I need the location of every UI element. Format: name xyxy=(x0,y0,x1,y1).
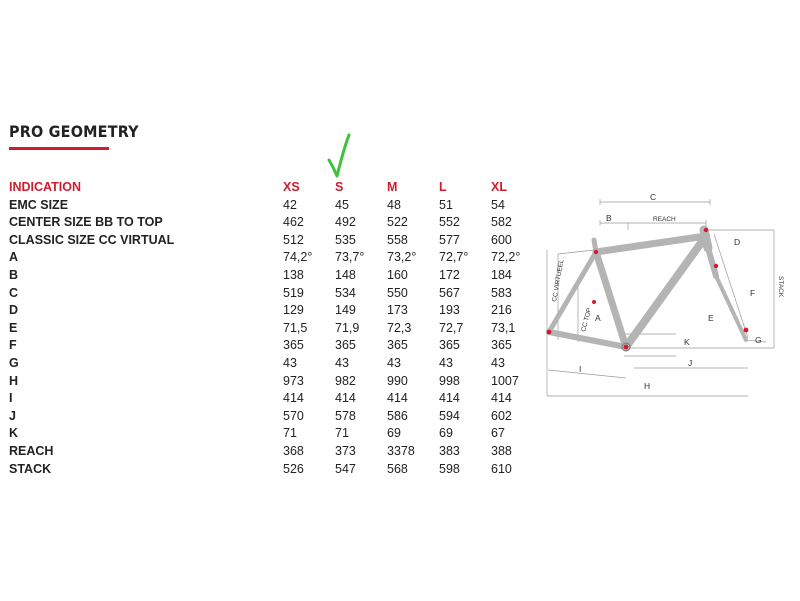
table-row xyxy=(9,285,543,303)
row-value: 583 xyxy=(491,285,512,300)
row-value: 492 xyxy=(335,215,356,230)
diagram-label-h: H xyxy=(644,381,651,391)
table-row xyxy=(9,302,543,320)
diagram-label-e: E xyxy=(708,313,714,323)
row-value: 71 xyxy=(283,426,297,441)
diagram-label-cc-virtuel: CC VIRTUEEL xyxy=(551,258,566,303)
diagram-label-cc-top: CC TOP xyxy=(580,307,594,333)
table-row xyxy=(9,425,543,443)
row-value: 368 xyxy=(283,443,304,458)
row-value: 586 xyxy=(387,408,408,423)
table-row xyxy=(9,320,543,338)
row-value: 550 xyxy=(387,285,408,300)
row-value: 598 xyxy=(439,461,460,476)
row-value: 42 xyxy=(283,197,297,212)
row-value: 51 xyxy=(439,197,453,212)
row-value: 512 xyxy=(283,232,304,247)
table-row xyxy=(9,408,543,426)
row-value: 373 xyxy=(335,443,356,458)
diagram-label-stack: STACK xyxy=(777,276,784,298)
row-value: 365 xyxy=(387,338,408,353)
row-label: E xyxy=(9,320,18,335)
row-value: 73,2° xyxy=(387,250,417,265)
row-value: 43 xyxy=(335,355,349,370)
row-value: 67 xyxy=(491,426,505,441)
table-row xyxy=(9,232,543,250)
frame-geometry-diagram xyxy=(536,190,792,400)
row-label: C xyxy=(9,285,19,300)
table-row xyxy=(9,443,543,461)
row-value: 414 xyxy=(439,391,460,406)
row-value: 172 xyxy=(439,267,460,282)
row-value: 982 xyxy=(335,373,356,388)
row-value: 990 xyxy=(387,373,408,388)
row-value: 71,9 xyxy=(335,320,360,335)
diagram-label-f: F xyxy=(750,288,756,298)
row-value: 534 xyxy=(335,285,356,300)
row-label: G xyxy=(9,355,19,370)
row-value: 567 xyxy=(439,285,460,300)
row-value: 594 xyxy=(439,408,460,423)
row-value: 216 xyxy=(491,303,512,318)
row-value: 73,7° xyxy=(335,250,365,265)
row-value: 570 xyxy=(283,408,304,423)
column-header-m: M xyxy=(387,180,398,194)
row-value: 43 xyxy=(491,355,505,370)
row-value: 526 xyxy=(283,461,304,476)
row-value: 578 xyxy=(335,408,356,423)
row-value: 72,7 xyxy=(439,320,464,335)
row-value: 43 xyxy=(387,355,401,370)
table-row xyxy=(9,197,543,215)
row-label: F xyxy=(9,338,17,353)
row-value: 193 xyxy=(439,303,460,318)
column-header-s: S xyxy=(335,180,344,194)
row-value: 148 xyxy=(335,267,356,282)
row-value: 160 xyxy=(387,267,408,282)
row-value: 184 xyxy=(491,267,512,282)
row-value: 568 xyxy=(387,461,408,476)
row-value: 547 xyxy=(335,461,356,476)
row-value: 69 xyxy=(387,426,401,441)
row-label: D xyxy=(9,303,19,318)
row-value: 365 xyxy=(283,338,304,353)
column-header-xs: XS xyxy=(283,180,300,194)
row-label: REACH xyxy=(9,443,54,458)
row-value: 71,5 xyxy=(283,320,308,335)
column-header-l: L xyxy=(439,180,447,194)
row-value: 535 xyxy=(335,232,356,247)
row-value: 74,2° xyxy=(283,250,313,265)
row-value: 72,7° xyxy=(439,250,469,265)
row-value: 365 xyxy=(491,338,512,353)
row-value: 71 xyxy=(335,426,349,441)
table-row xyxy=(9,373,543,391)
row-value: 129 xyxy=(283,303,304,318)
row-value: 414 xyxy=(335,391,356,406)
row-label: EMC SIZE xyxy=(9,197,69,212)
row-value: 414 xyxy=(387,391,408,406)
table-row xyxy=(9,249,543,267)
row-value: 388 xyxy=(491,443,512,458)
row-value: 43 xyxy=(283,355,297,370)
row-value: 998 xyxy=(439,373,460,388)
geometry-table xyxy=(9,179,543,478)
row-value: 519 xyxy=(283,285,304,300)
row-value: 558 xyxy=(387,232,408,247)
diagram-label-k: K xyxy=(684,337,690,347)
row-label: CENTER SIZE BB TO TOP xyxy=(9,215,163,230)
table-header-row xyxy=(9,179,543,197)
table-row xyxy=(9,337,543,355)
row-value: 600 xyxy=(491,232,512,247)
row-value: 138 xyxy=(283,267,304,282)
row-value: 1007 xyxy=(491,373,519,388)
table-row xyxy=(9,355,543,373)
row-label: I xyxy=(9,391,13,406)
row-value: 43 xyxy=(439,355,453,370)
row-value: 552 xyxy=(439,215,460,230)
row-value: 45 xyxy=(335,197,349,212)
row-label: A xyxy=(9,250,19,265)
row-value: 365 xyxy=(439,338,460,353)
row-value: 582 xyxy=(491,215,512,230)
row-value: 48 xyxy=(387,197,401,212)
table-row xyxy=(9,461,543,479)
row-value: 3378 xyxy=(387,443,415,458)
row-label: STACK xyxy=(9,461,52,476)
diagram-label-d: D xyxy=(734,237,741,247)
row-label: J xyxy=(9,408,16,423)
row-value: 149 xyxy=(335,303,356,318)
column-header-xl: XL xyxy=(491,180,507,194)
row-value: 462 xyxy=(283,215,304,230)
row-value: 69 xyxy=(439,426,453,441)
diagram-label-b: B xyxy=(606,213,612,223)
checkmark-icon xyxy=(326,132,352,180)
diagram-label-reach: REACH xyxy=(653,216,676,223)
diagram-label-g: G xyxy=(755,335,762,345)
table-row xyxy=(9,267,543,285)
row-value: 522 xyxy=(387,215,408,230)
row-value: 414 xyxy=(491,391,512,406)
row-value: 602 xyxy=(491,408,512,423)
row-value: 610 xyxy=(491,461,512,476)
row-value: 414 xyxy=(283,391,304,406)
diagram-label-a: A xyxy=(595,313,601,323)
row-value: 577 xyxy=(439,232,460,247)
diagram-label-i: I xyxy=(579,364,582,374)
table-row xyxy=(9,390,543,408)
row-value: 73,1 xyxy=(491,320,516,335)
diagram-label-j: J xyxy=(688,358,693,368)
row-value: 973 xyxy=(283,373,304,388)
page-title: PRO GEOMETRY xyxy=(9,122,139,141)
title-underline xyxy=(9,147,109,150)
column-header-indication: INDICATION xyxy=(9,180,81,194)
row-label: K xyxy=(9,426,19,441)
diagram-label-c: C xyxy=(650,192,657,202)
row-value: 72,2° xyxy=(491,250,521,265)
row-value: 383 xyxy=(439,443,460,458)
table-row xyxy=(9,214,543,232)
row-label: B xyxy=(9,267,19,282)
row-value: 173 xyxy=(387,303,408,318)
row-value: 72,3 xyxy=(387,320,412,335)
row-label: CLASSIC SIZE CC VIRTUAL xyxy=(9,232,175,247)
row-value: 365 xyxy=(335,338,356,353)
row-label: H xyxy=(9,373,19,388)
row-value: 54 xyxy=(491,197,505,212)
